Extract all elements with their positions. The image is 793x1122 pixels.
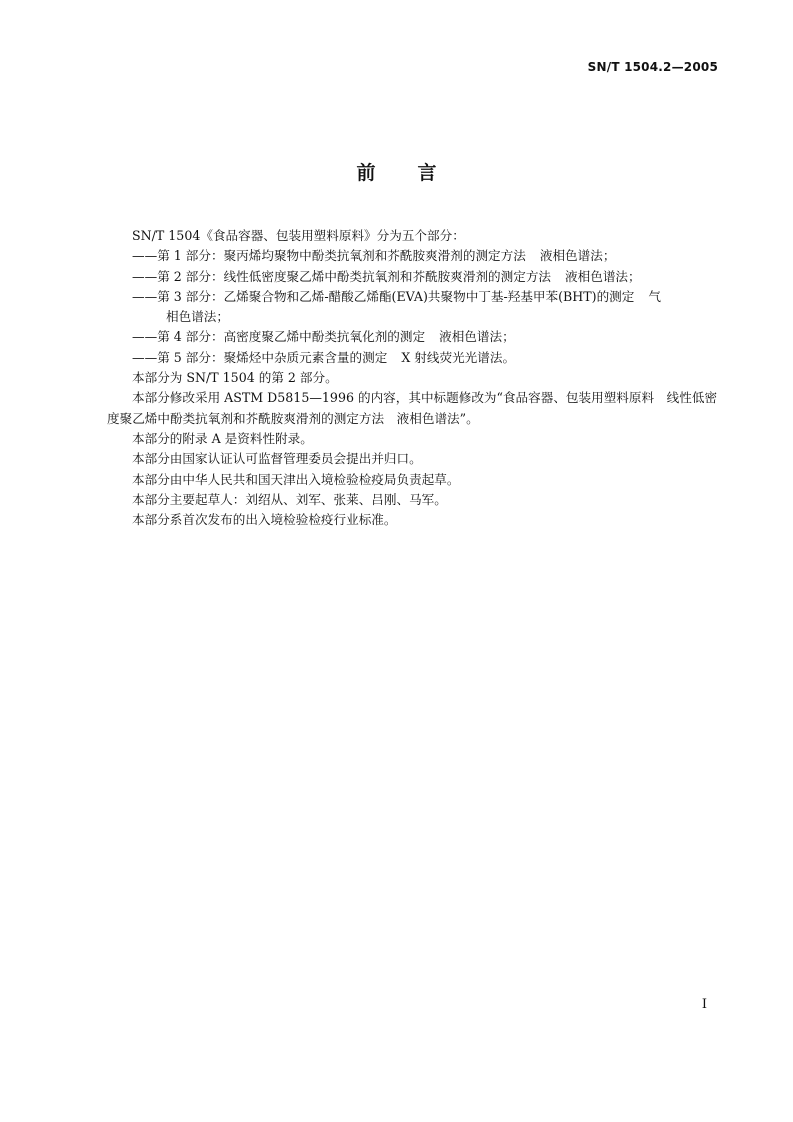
part-3-method: 气: [648, 288, 661, 304]
title-char-1: 前: [356, 162, 376, 184]
paragraph-adoption: 本部分修改采用 ASTM D5815—1996 的内容，其中标题修改为“食品容器、包装用塑料原料 线性低密度聚乙烯中酚类抗氧剂和芥酰胺爽滑剂的测定方法 液相色谱法”。: [107, 390, 718, 426]
part-4-text: ——第 4 部分：高密度聚乙烯中酚类抗氧化剂的测定: [132, 329, 426, 345]
title-char-2: 言: [417, 162, 437, 184]
foreword-body: [107, 226, 719, 530]
part-4-method: 液相色谱法；: [439, 329, 515, 345]
paragraph-proposer: 本部分由国家认证认可监督管理委员会提出并归口。: [132, 451, 422, 467]
part-list-item: [107, 246, 719, 266]
page-title: [0, 158, 793, 185]
paragraph-drafters: 本部分主要起草人：刘绍从、刘军、张莱、吕刚、马军。: [132, 491, 447, 507]
paragraph-first-release: 本部分系首次发布的出入境检验检疫行业标准。: [132, 512, 397, 528]
part-list-item: [107, 327, 719, 347]
part-list-item: [107, 348, 719, 368]
part-1-method: 液相色谱法；: [539, 248, 616, 264]
part-3-text: ——第 3 部分：乙烯聚合物和乙烯-醋酸乙烯酯(EVA)共聚物中丁基-羟基甲苯(BHT)的测定: [132, 288, 635, 304]
paragraph-appendix: 本部分的附录 A 是资料性附录。: [132, 430, 313, 446]
part-2-text: ——第 2 部分：线性低密度聚乙烯中酚类抗氧剂和芥酰胺爽滑剂的测定方法: [132, 268, 552, 284]
part-5-text: ——第 5 部分：聚烯烃中杂质元素含量的测定: [132, 349, 388, 365]
part-1-text: ——第 1 部分：聚丙烯均聚物中酚类抗氧剂和芥酰胺爽滑剂的测定方法: [132, 248, 526, 264]
part-2-method: 液相色谱法；: [565, 268, 641, 284]
intro-paragraph: SN/T 1504《食品容器、包装用塑料原料》分为五个部分：: [132, 228, 465, 243]
part-list-item: [107, 267, 719, 287]
standard-code: SN/T 1504.2—2005: [587, 60, 718, 74]
paragraph-part-number: 本部分为 SN/T 1504 的第 2 部分。: [132, 370, 338, 386]
paragraph-drafter-org: 本部分由中华人民共和国天津出入境检验检疫局负责起草。: [132, 471, 460, 487]
part-list-item: [107, 287, 719, 328]
page-number: I: [701, 997, 707, 1012]
part-5-method: X 射线荧光光谱法。: [401, 349, 516, 365]
part-3-method-continuation: 相色谱法；: [166, 309, 229, 325]
